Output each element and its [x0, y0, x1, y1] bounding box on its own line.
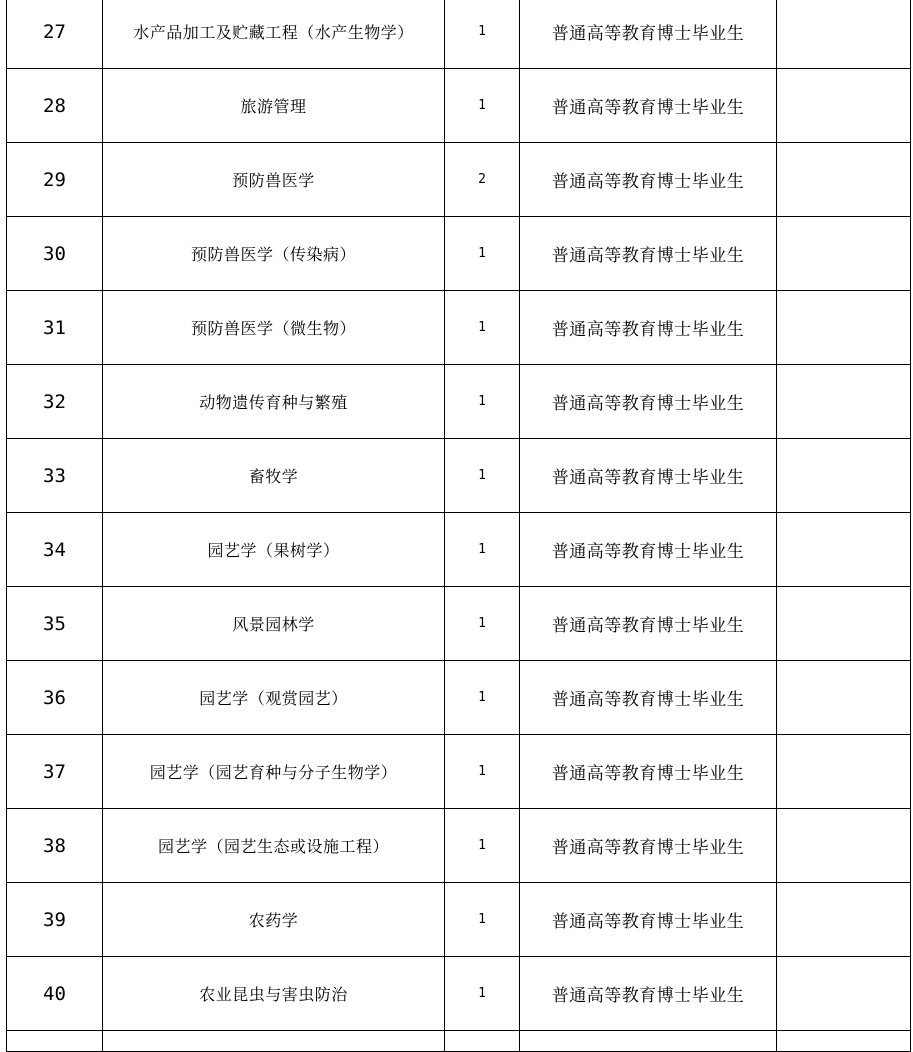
table-row — [7, 143, 911, 217]
cell-education: 普通高等教育博士毕业生 — [520, 661, 777, 735]
table-row — [7, 587, 911, 661]
cell-education: 普通高等教育博士毕业生 — [520, 365, 777, 439]
cell-major: 园艺学（园艺生态或设施工程） — [103, 809, 445, 883]
cell-headcount: 1 — [445, 69, 520, 143]
table-row-partial — [7, 1031, 911, 1052]
cell-education: 普通高等教育博士毕业生 — [520, 883, 777, 957]
cell-education: 普通高等教育博士毕业生 — [520, 735, 777, 809]
cell-empty — [103, 1031, 445, 1052]
cell-note — [777, 587, 911, 661]
cell-note — [777, 439, 911, 513]
cell-education: 普通高等教育博士毕业生 — [520, 217, 777, 291]
cell-headcount: 1 — [445, 735, 520, 809]
cell-empty — [7, 1031, 103, 1052]
table-row — [7, 957, 911, 1031]
cell-education: 普通高等教育博士毕业生 — [520, 957, 777, 1031]
cell-serial-number: 27 — [7, 0, 103, 69]
cell-serial-number: 28 — [7, 69, 103, 143]
table-row — [7, 809, 911, 883]
cell-headcount: 1 — [445, 661, 520, 735]
cell-serial-number: 33 — [7, 439, 103, 513]
cell-empty — [777, 1031, 911, 1052]
cell-serial-number: 38 — [7, 809, 103, 883]
cell-serial-number: 35 — [7, 587, 103, 661]
cell-empty — [445, 1031, 520, 1052]
cell-serial-number: 37 — [7, 735, 103, 809]
table-row — [7, 365, 911, 439]
table-row — [7, 735, 911, 809]
cell-headcount: 1 — [445, 883, 520, 957]
cell-headcount: 1 — [445, 439, 520, 513]
cell-major: 农药学 — [103, 883, 445, 957]
cell-serial-number: 34 — [7, 513, 103, 587]
cell-note — [777, 217, 911, 291]
cell-major: 动物遗传育种与繁殖 — [103, 365, 445, 439]
cell-education: 普通高等教育博士毕业生 — [520, 587, 777, 661]
cell-headcount: 1 — [445, 513, 520, 587]
cell-serial-number: 32 — [7, 365, 103, 439]
cell-headcount: 1 — [445, 365, 520, 439]
cell-empty — [520, 1031, 777, 1052]
cell-major: 园艺学（果树学） — [103, 513, 445, 587]
cell-major: 风景园林学 — [103, 587, 445, 661]
recruitment-table — [6, 0, 911, 1052]
cell-headcount: 1 — [445, 217, 520, 291]
cell-education: 普通高等教育博士毕业生 — [520, 0, 777, 69]
cell-serial-number: 30 — [7, 217, 103, 291]
cell-education: 普通高等教育博士毕业生 — [520, 513, 777, 587]
cell-education: 普通高等教育博士毕业生 — [520, 809, 777, 883]
table-row — [7, 217, 911, 291]
cell-major: 农业昆虫与害虫防治 — [103, 957, 445, 1031]
table-row — [7, 0, 911, 69]
cell-education: 普通高等教育博士毕业生 — [520, 439, 777, 513]
table-row — [7, 883, 911, 957]
cell-major: 预防兽医学（传染病） — [103, 217, 445, 291]
cell-note — [777, 143, 911, 217]
cell-headcount: 1 — [445, 957, 520, 1031]
cell-headcount: 1 — [445, 0, 520, 69]
cell-note — [777, 957, 911, 1031]
cell-headcount: 2 — [445, 143, 520, 217]
cell-note — [777, 735, 911, 809]
cell-note — [777, 69, 911, 143]
cell-education: 普通高等教育博士毕业生 — [520, 291, 777, 365]
recruitment-table-container — [6, 0, 910, 1052]
cell-note — [777, 883, 911, 957]
cell-serial-number: 31 — [7, 291, 103, 365]
table-row — [7, 291, 911, 365]
cell-major: 旅游管理 — [103, 69, 445, 143]
cell-note — [777, 513, 911, 587]
table-row — [7, 513, 911, 587]
cell-major: 园艺学（观赏园艺） — [103, 661, 445, 735]
cell-note — [777, 365, 911, 439]
cell-serial-number: 39 — [7, 883, 103, 957]
cell-education: 普通高等教育博士毕业生 — [520, 143, 777, 217]
cell-note — [777, 661, 911, 735]
table-row — [7, 439, 911, 513]
cell-major: 预防兽医学 — [103, 143, 445, 217]
cell-education: 普通高等教育博士毕业生 — [520, 69, 777, 143]
cell-headcount: 1 — [445, 291, 520, 365]
cell-serial-number: 40 — [7, 957, 103, 1031]
cell-headcount: 1 — [445, 809, 520, 883]
cell-major: 水产品加工及贮藏工程（水产生物学） — [103, 0, 445, 69]
cell-serial-number: 29 — [7, 143, 103, 217]
cell-headcount: 1 — [445, 587, 520, 661]
cell-note — [777, 809, 911, 883]
cell-note — [777, 291, 911, 365]
table-row — [7, 69, 911, 143]
cell-note — [777, 0, 911, 69]
table-row — [7, 661, 911, 735]
cell-major: 预防兽医学（微生物） — [103, 291, 445, 365]
cell-serial-number: 36 — [7, 661, 103, 735]
cell-major: 畜牧学 — [103, 439, 445, 513]
table-body — [7, 0, 911, 1052]
cell-major: 园艺学（园艺育种与分子生物学） — [103, 735, 445, 809]
